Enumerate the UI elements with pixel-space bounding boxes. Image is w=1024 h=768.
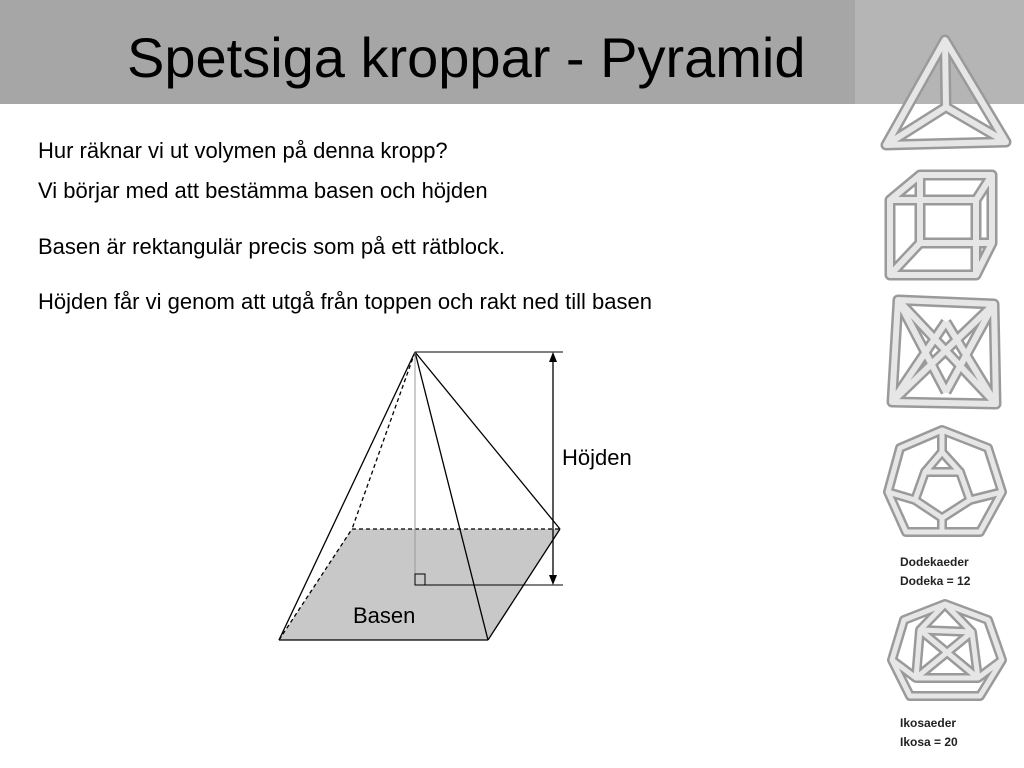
platonic-solids-sidebar: [870, 0, 1024, 768]
base-label: Basen: [353, 603, 416, 628]
dodecahedron-icon: [870, 420, 1024, 550]
text-line-height-definition: Höjden får vi genom att utgå från toppen och rakt ned till basen: [38, 289, 652, 314]
tetrahedron-icon: [870, 30, 1024, 154]
height-label: Höjden: [562, 445, 632, 470]
text-line-question: Hur räknar vi ut volymen på denna kropp?: [38, 138, 448, 163]
edge-apex-back-left: [352, 352, 415, 529]
slide-title: Spetsiga kroppar - Pyramid: [127, 26, 806, 89]
text-line-base-rectangular: Basen är rektangulär precis som på ett rätblock.: [38, 234, 506, 259]
dodecahedron-caption-count: Dodeka = 12: [900, 574, 971, 588]
text-line-base-height: Vi börjar med att bestämma basen och höjden: [38, 178, 488, 203]
icosahedron-caption-count: Ikosa = 20: [900, 735, 958, 749]
height-arrow-bottom-head: [549, 575, 557, 585]
icosahedron-caption-name: Ikosaeder: [900, 716, 957, 730]
edge-apex-back-right: [415, 352, 560, 529]
height-arrow-top-head: [549, 352, 557, 362]
icosahedron-icon: [870, 598, 1024, 708]
dodecahedron-caption-name: Dodekaeder: [900, 555, 969, 569]
cube-icon: [870, 160, 1024, 285]
octahedron-icon: [870, 292, 1024, 414]
